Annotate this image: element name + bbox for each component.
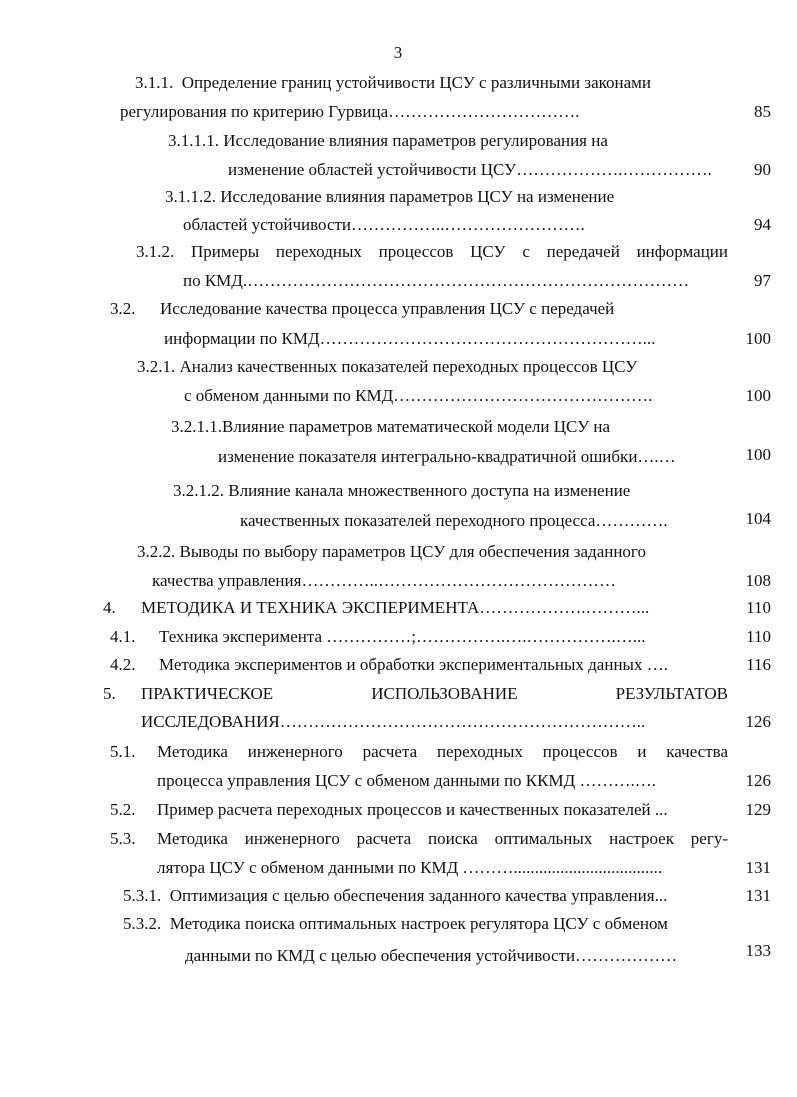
toc-line: областей устойчивости……………..…………………….: [183, 215, 585, 234]
toc-line: Методика инженерного расчета поиска оптимальных настроек регу-: [157, 829, 728, 848]
toc-line: 5.3.: [110, 829, 136, 848]
toc-line: с обменом данными по КМД……………………………………….: [184, 386, 653, 405]
toc-page: 133: [745, 941, 771, 960]
toc-line: 3.2.1.2. Влияние канала множественного доступа на изменение: [173, 481, 631, 500]
toc-page: 116: [746, 655, 771, 674]
toc-line: 5.2. Пример расчета переходных процессов и качественных показателей ...: [110, 800, 668, 819]
toc-line: 3.1.1. Определение границ устойчивости ЦСУ с различными законами: [135, 73, 652, 92]
toc-page: 110: [746, 627, 771, 646]
toc-line: 3.1.1.2. Исследование влияния параметров ЦСУ на изменение: [165, 187, 615, 206]
toc-line: информации по КМД…………………………………………………...: [164, 329, 656, 348]
toc-line: ИССЛЕДОВАНИЯ………………………………………………………..: [141, 712, 646, 731]
toc-page: 90: [754, 160, 771, 179]
toc-page: 100: [745, 386, 771, 405]
toc-page: 100: [745, 329, 771, 348]
toc-line: 4.2. Методика экспериментов и обработки экспериментальных данных ….: [110, 655, 668, 674]
toc-page: 126: [745, 771, 771, 790]
toc-page: 131: [745, 886, 771, 905]
toc-page: 129: [745, 800, 771, 819]
toc-page: 131: [745, 858, 771, 877]
toc-page: 94: [754, 215, 771, 234]
toc-line: 5.1.: [110, 742, 136, 761]
toc-line: 3.1.1.1. Исследование влияния параметров регулирования на: [168, 131, 608, 150]
toc-line: изменение показателя интегрально-квадратичной ошибки….…: [218, 447, 676, 466]
toc-line: 5.3.1. Оптимизация с целью обеспечения заданного качества управления...: [123, 886, 668, 905]
toc-line: ПРАКТИЧЕСКОЕ ИСПОЛЬЗОВАНИЕ РЕЗУЛЬТАТОВ: [141, 684, 728, 703]
toc-line: лятора ЦСУ с обменом данными по КМД ………...................................: [157, 858, 663, 877]
toc-line: 4.1. Техника эксперимента ……………;…………….….…………….…...: [110, 627, 646, 646]
toc-line: регулирования по критерию Гурвица…………………………….: [120, 102, 580, 121]
toc-line: Методика инженерного расчета переходных процессов и качества: [157, 742, 728, 761]
page-number: 3: [393, 43, 403, 62]
toc-page: 100: [745, 445, 771, 464]
toc-page: 97: [754, 271, 771, 290]
toc-line: 5.: [103, 684, 116, 703]
toc-line: 3.1.2. Примеры переходных процессов ЦСУ с передачей информации: [136, 242, 728, 261]
toc-page: 126: [745, 712, 771, 731]
toc-page: 110: [746, 598, 771, 617]
toc-line: данными по КМД с целью обеспечения устойчивости………………: [185, 946, 678, 965]
toc-line: качественных показателей переходного процесса………….: [240, 511, 668, 530]
toc-line: процесса управления ЦСУ с обменом данными по ККМД ……….….: [157, 771, 656, 790]
toc-line: изменение областей устойчивости ЦСУ……………….…………….: [228, 160, 712, 179]
toc-line: 3.2. Исследование качества процесса управления ЦСУ с передачей: [110, 299, 615, 318]
toc-page: 104: [745, 509, 771, 528]
toc-page: 85: [754, 102, 771, 121]
toc-line: по КМД.……………………………………………………………………: [183, 271, 690, 290]
toc-line: 3.2.1. Анализ качественных показателей переходных процессов ЦСУ: [137, 357, 638, 376]
toc-line: 3.2.2. Выводы по выбору параметров ЦСУ для обеспечения заданного: [137, 542, 646, 561]
toc-line: 5.3.2. Методика поиска оптимальных настроек регулятора ЦСУ с обменом: [123, 914, 668, 933]
toc-line: 4. МЕТОДИКА И ТЕХНИКА ЭКСПЕРИМЕНТА……………….………...: [103, 598, 650, 617]
toc-line: 3.2.1.1.Влияние параметров математической модели ЦСУ на: [171, 417, 611, 436]
toc-line: качества управления…………..……………………………………: [152, 571, 616, 590]
toc-page: 108: [745, 571, 771, 590]
